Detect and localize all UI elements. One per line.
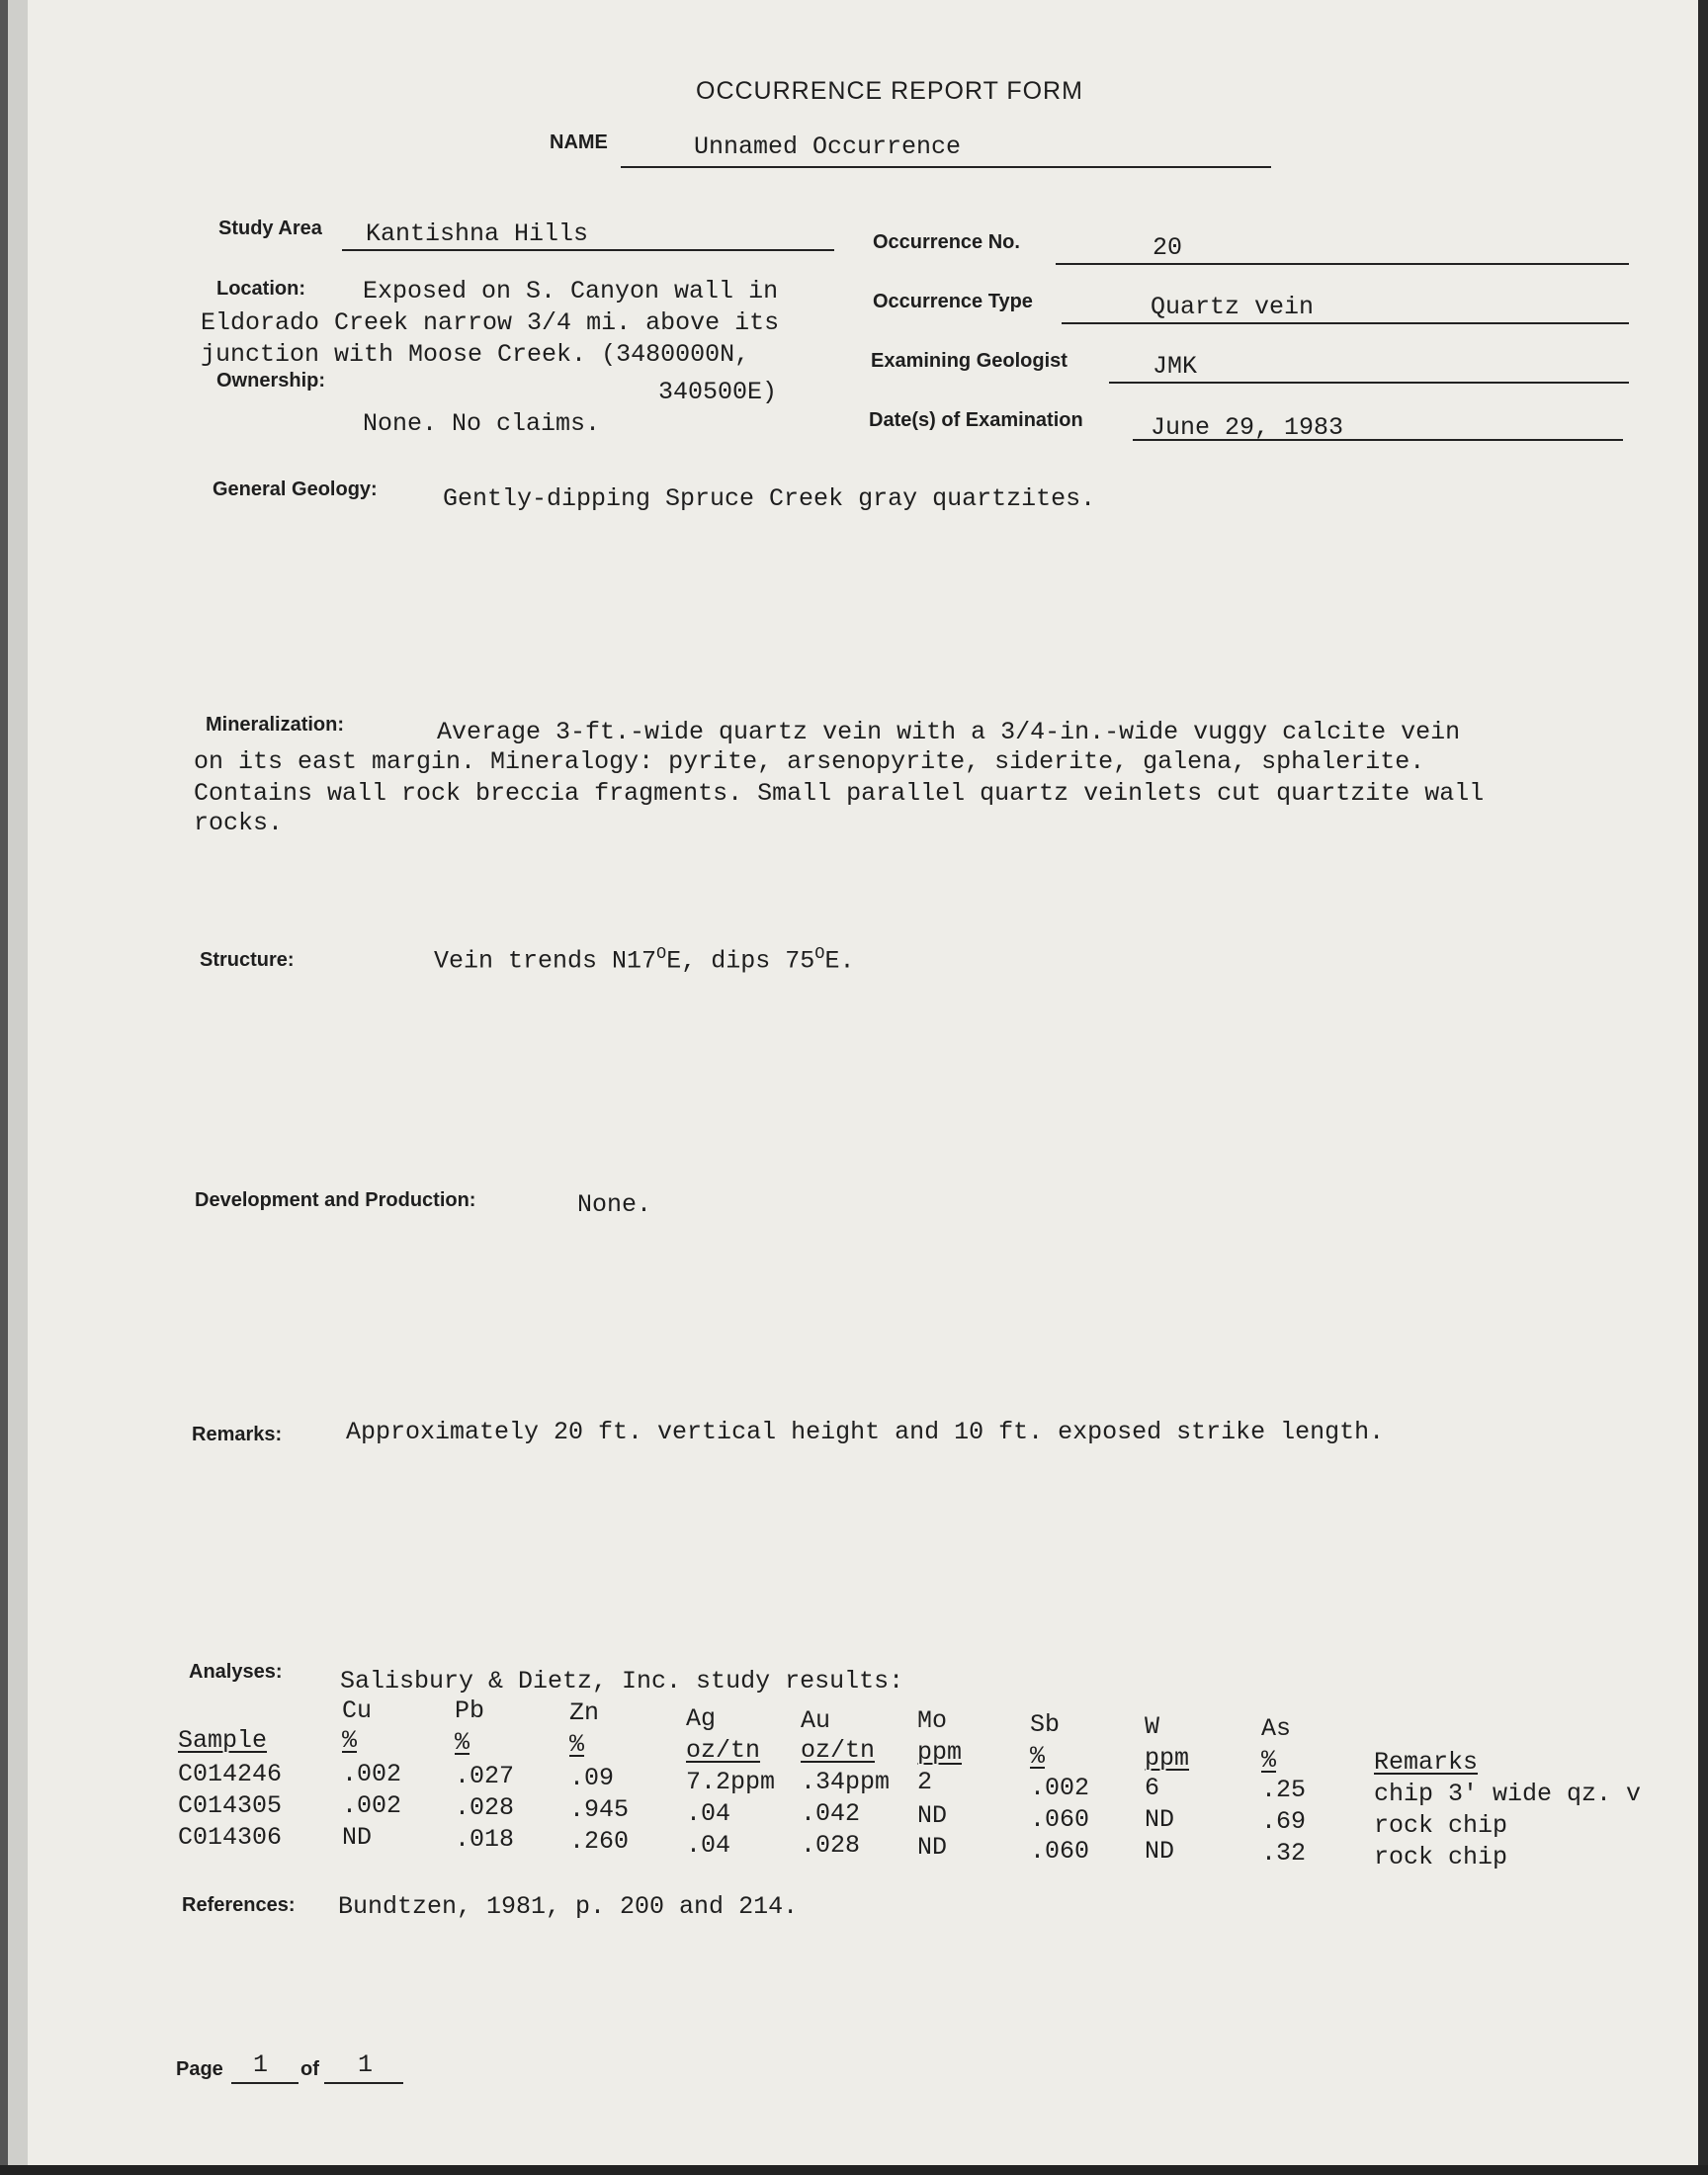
table-cell: C014306: [178, 1823, 283, 1852]
table-cell: .028: [455, 1793, 515, 1822]
examining-geologist-value: JMK: [1153, 352, 1198, 381]
examining-geologist-underline: [1109, 382, 1629, 384]
table-cell: C014246: [178, 1760, 283, 1788]
table-cell: ND: [342, 1823, 373, 1852]
general-geology-value: Gently-dipping Spruce Creek gray quartzites.: [443, 484, 1096, 513]
table-cell: .042: [801, 1799, 861, 1828]
table-cell: .060: [1030, 1805, 1090, 1834]
development-value: None.: [577, 1190, 652, 1219]
ownership-value: None. No claims.: [363, 409, 601, 438]
col-header-au-unit: oz/tn: [801, 1736, 876, 1765]
occurrence-no-value: 20: [1153, 233, 1183, 262]
dates-label: Date(s) of Examination: [869, 409, 1083, 431]
table-cell: rock chip: [1374, 1811, 1508, 1840]
of-value: 1: [358, 2050, 374, 2079]
col-header-zn-unit: %: [569, 1730, 585, 1759]
location-line-2: Eldorado Creek narrow 3/4 mi. above its: [201, 308, 780, 337]
col-header-pb-unit: %: [455, 1728, 470, 1757]
col-header-top: Zn: [569, 1698, 600, 1727]
occurrence-type-value: Quartz vein: [1151, 293, 1315, 321]
of-label: of: [300, 2058, 319, 2080]
table-cell: .002: [1030, 1774, 1090, 1802]
table-cell: .25: [1261, 1776, 1307, 1804]
table-cell: 6: [1145, 1774, 1160, 1802]
table-cell: .09: [569, 1764, 615, 1792]
study-area-value: Kantishna Hills: [366, 219, 589, 248]
ownership-label: Ownership:: [216, 370, 326, 392]
col-header-as-unit: %: [1261, 1746, 1277, 1775]
study-area-underline: [342, 249, 834, 251]
analyses-intro: Salisbury & Dietz, Inc. study results:: [340, 1667, 904, 1696]
dates-value: June 29, 1983: [1151, 413, 1344, 442]
col-header-cu-unit: %: [342, 1726, 358, 1755]
col-header-top: Sb: [1030, 1710, 1061, 1739]
col-header-sample: Sample: [178, 1726, 268, 1755]
mineralization-line-2: on its east margin. Mineralogy: pyrite, arsenopyrite, siderite, galena, sphalerite.: [194, 747, 1425, 776]
page-value: 1: [253, 2050, 269, 2079]
scan-edge-dark: [0, 0, 8, 2175]
col-header-top: Mo: [917, 1706, 948, 1735]
mineralization-label: Mineralization:: [206, 714, 345, 736]
remarks-label: Remarks:: [192, 1424, 283, 1445]
table-cell: ND: [1145, 1805, 1175, 1834]
location-line-1: Exposed on S. Canyon wall in: [363, 277, 779, 305]
table-cell: 7.2ppm: [686, 1768, 776, 1796]
table-cell: ND: [917, 1801, 948, 1830]
scan-edge-light: [8, 0, 28, 2175]
col-header-top: Au: [801, 1706, 831, 1735]
development-label: Development and Production:: [195, 1189, 476, 1211]
references-label: References:: [182, 1894, 296, 1916]
occurrence-no-label: Occurrence No.: [873, 231, 1020, 253]
table-cell: 2: [917, 1768, 933, 1796]
mineralization-line-4: rocks.: [194, 809, 284, 837]
name-label: NAME: [550, 131, 608, 153]
col-header-mo-unit: ppm: [917, 1738, 963, 1767]
table-cell: .002: [342, 1760, 402, 1788]
table-cell: ND: [1145, 1837, 1175, 1866]
table-cell: rock chip: [1374, 1843, 1508, 1871]
table-cell: .002: [342, 1791, 402, 1820]
col-header-top: Pb: [455, 1696, 485, 1725]
table-cell: chip 3' wide qz. v: [1374, 1780, 1642, 1808]
col-header-top: As: [1261, 1714, 1292, 1743]
remarks-value: Approximately 20 ft. vertical height and 10 ft. exposed strike length.: [346, 1418, 1385, 1446]
table-cell: .028: [801, 1831, 861, 1860]
study-area-label: Study Area: [218, 218, 322, 239]
name-underline: [621, 166, 1271, 168]
name-value: Unnamed Occurrence: [694, 132, 962, 161]
occurrence-no-underline: [1056, 263, 1629, 265]
location-line-4: 340500E): [658, 378, 778, 406]
col-header-top: Ag: [686, 1704, 717, 1733]
document-page: [28, 0, 1698, 2165]
table-cell: C014305: [178, 1791, 283, 1820]
table-cell: .027: [455, 1762, 515, 1790]
location-label: Location:: [216, 278, 305, 300]
col-header-remarks: Remarks: [1374, 1748, 1479, 1777]
table-cell: .04: [686, 1831, 731, 1860]
table-cell: .32: [1261, 1839, 1307, 1868]
table-cell: .34ppm: [801, 1768, 891, 1796]
examining-geologist-label: Examining Geologist: [871, 350, 1068, 372]
occurrence-type-underline: [1062, 322, 1629, 324]
col-header-sb-unit: %: [1030, 1742, 1046, 1771]
col-header-top: W: [1145, 1712, 1160, 1741]
references-value: Bundtzen, 1981, p. 200 and 214.: [338, 1892, 799, 1921]
col-header-ag-unit: oz/tn: [686, 1736, 761, 1765]
scan-bottom-edge: [0, 2165, 1708, 2175]
general-geology-label: General Geology:: [213, 478, 378, 500]
form-title: OCCURRENCE REPORT FORM: [696, 77, 1083, 105]
table-cell: .945: [569, 1795, 630, 1824]
table-cell: .69: [1261, 1807, 1307, 1836]
table-cell: ND: [917, 1833, 948, 1862]
location-line-3: junction with Moose Creek. (3480000N,: [201, 340, 750, 369]
table-cell: .018: [455, 1825, 515, 1854]
mineralization-line-3: Contains wall rock breccia fragments. Small parallel quartz veinlets cut quartzite wall: [194, 779, 1485, 808]
col-header-w-unit: ppm: [1145, 1744, 1190, 1773]
occurrence-type-label: Occurrence Type: [873, 291, 1033, 312]
structure-label: Structure:: [200, 949, 295, 971]
table-cell: .060: [1030, 1837, 1090, 1866]
mineralization-line-1: Average 3-ft.-wide quartz vein with a 3/4-in.-wide vuggy calcite vein: [437, 718, 1461, 746]
of-underline: [324, 2082, 403, 2084]
table-cell: .04: [686, 1799, 731, 1828]
table-cell: .260: [569, 1827, 630, 1856]
structure-value: Vein trends $N17^OE$, dips $75^OE$.: [434, 945, 855, 976]
col-header-top: Cu: [342, 1696, 373, 1725]
analyses-label: Analyses:: [189, 1661, 283, 1683]
page-label: Page: [176, 2058, 223, 2080]
page-underline: [231, 2082, 299, 2084]
